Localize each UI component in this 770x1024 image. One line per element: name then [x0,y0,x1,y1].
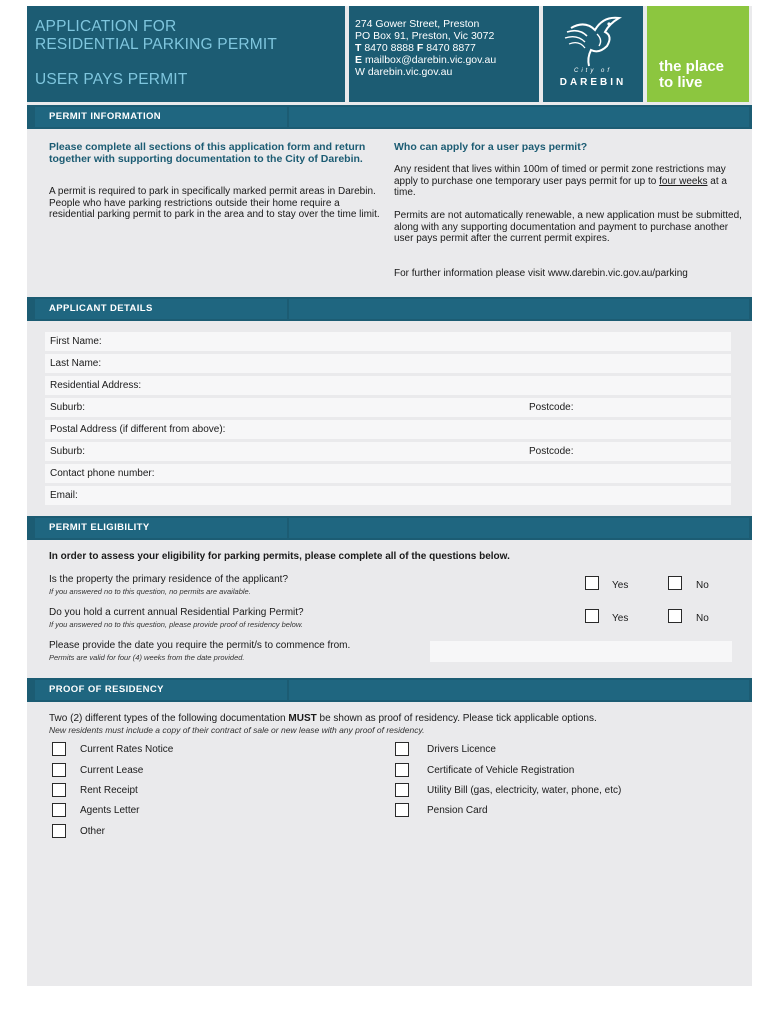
proof-checkbox-other[interactable] [52,824,66,838]
proof-of-residency-bar [27,678,752,702]
postal-address-field[interactable]: Postal Address (if different from above): [45,420,731,439]
section-heading: PERMIT INFORMATION [49,111,162,122]
question-commence-date: Please provide the date you require the permit/s to commence from. [49,640,351,651]
logo-darebin: DAREBIN [559,77,627,88]
application-form [27,6,752,986]
header-title-block [27,6,345,102]
darebin-logo [543,6,643,102]
proof-checkbox-drivers-licence[interactable] [395,742,409,756]
section-heading: PROOF OF RESIDENCY [49,684,164,695]
form-subtitle: USER PAYS PERMIT [35,71,188,88]
phone-field[interactable]: Contact phone number: [45,464,731,483]
proof-option-label: Utility Bill (gas, electricity, water, phone, etc) [427,785,622,796]
who-can-apply-p1: Any resident that lives within 100m of timed or permit zone restrictions may apply to purchase one temporary user pays permit for up to four weeks at a time. [394,164,727,198]
postal-suburb-field[interactable]: Suburb: Postcode: [45,442,731,461]
tagline-line2: to live [659,74,703,91]
proof-intro: Two (2) different types of the following documentation MUST be shown as proof of residency. Please tick applicable options. [49,713,597,724]
postcode-label: Postcode: [529,446,574,457]
commence-date-input[interactable] [430,641,732,662]
proof-option-label: Drivers Licence [427,744,496,755]
proof-checkbox-lease[interactable] [52,763,66,777]
q1-no-checkbox[interactable] [668,576,682,590]
eligibility-intro: In order to assess your eligibility for parking permits, please complete all of the questions below. [49,551,510,562]
permit-eligibility-bar [27,516,752,540]
proof-option-label: Pension Card [427,805,488,816]
proof-checkbox-rates[interactable] [52,742,66,756]
proof-option-label: Current Rates Notice [80,744,174,755]
residential-address-field[interactable]: Residential Address: [45,376,731,395]
permit-information-bar [27,105,752,129]
question-current-permit: Do you hold a current annual Residential Parking Permit? [49,607,304,618]
proof-note: New residents must include a copy of their contract of sale or new lease with any proof of residency. [49,725,425,735]
who-can-apply-heading: Who can apply for a user pays permit? [394,141,588,153]
no-label: No [696,613,709,624]
proof-checkbox-rent-receipt[interactable] [52,783,66,797]
yes-label: Yes [612,580,629,591]
proof-checkbox-vehicle-registration[interactable] [395,763,409,777]
bird-emblem-icon [543,10,643,70]
proof-option-label: Other [80,826,106,837]
question-note: Permits are valid for four (4) weeks from the date provided. [49,653,245,662]
email-field[interactable]: Email: [45,486,731,505]
section-heading: APPLICANT DETAILS [49,303,153,314]
proof-option-label: Rent Receipt [80,785,138,796]
no-label: No [696,580,709,591]
proof-checkbox-utility-bill[interactable] [395,783,409,797]
yes-label: Yes [612,613,629,624]
tagline-line1: the place [659,58,725,75]
q1-yes-checkbox[interactable] [585,576,599,590]
council-address: 274 Gower Street, Preston PO Box 91, Preston, Vic 3072 T 8470 8888 F 8470 8877 E mailbox@darebin.vic.gov.au W darebin.vic.gov.au [349,6,539,102]
proof-option-label: Current Lease [80,765,144,776]
permit-info-instructions: Please complete all sections of this application form and return together with supporting documentation to the City of Darebin. [49,141,366,165]
further-info-link[interactable]: For further information please visit www.darebin.vic.gov.au/parking [394,268,688,279]
question-note: If you answered no to this question, no permits are available. [49,587,251,596]
tagline-block [647,6,749,102]
first-name-field[interactable]: First Name: [45,332,731,351]
q2-yes-checkbox[interactable] [585,609,599,623]
proof-checkbox-agents-letter[interactable] [52,803,66,817]
section-heading: PERMIT ELIGIBILITY [49,522,150,533]
proof-option-label: Agents Letter [80,805,140,816]
logo-city-of: City of [573,68,612,74]
question-primary-residence: Is the property the primary residence of the applicant? [49,574,289,585]
who-can-apply-p2: Permits are not automatically renewable, a new application must be submitted, along with any supporting documentation and payment to purchase another user pays permit after the current permit expires. [394,210,742,244]
proof-option-label: Certificate of Vehicle Registration [427,765,575,776]
q2-no-checkbox[interactable] [668,609,682,623]
last-name-field[interactable]: Last Name: [45,354,731,373]
form-title: APPLICATION FOR RESIDENTIAL PARKING PERMIT [35,18,278,53]
proof-checkbox-pension-card[interactable] [395,803,409,817]
postcode-label: Postcode: [529,402,574,413]
suburb-field[interactable]: Suburb: Postcode: [45,398,731,417]
question-note: If you answered no to this question, please provide proof of residency below. [49,620,303,629]
permit-info-body: A permit is required to park in specifically marked permit areas in Darebin. People who have parking restrictions outside their home require a residential parking permit to park in the area and to stay over the time limit. [49,186,380,220]
applicant-details-bar [27,297,752,321]
